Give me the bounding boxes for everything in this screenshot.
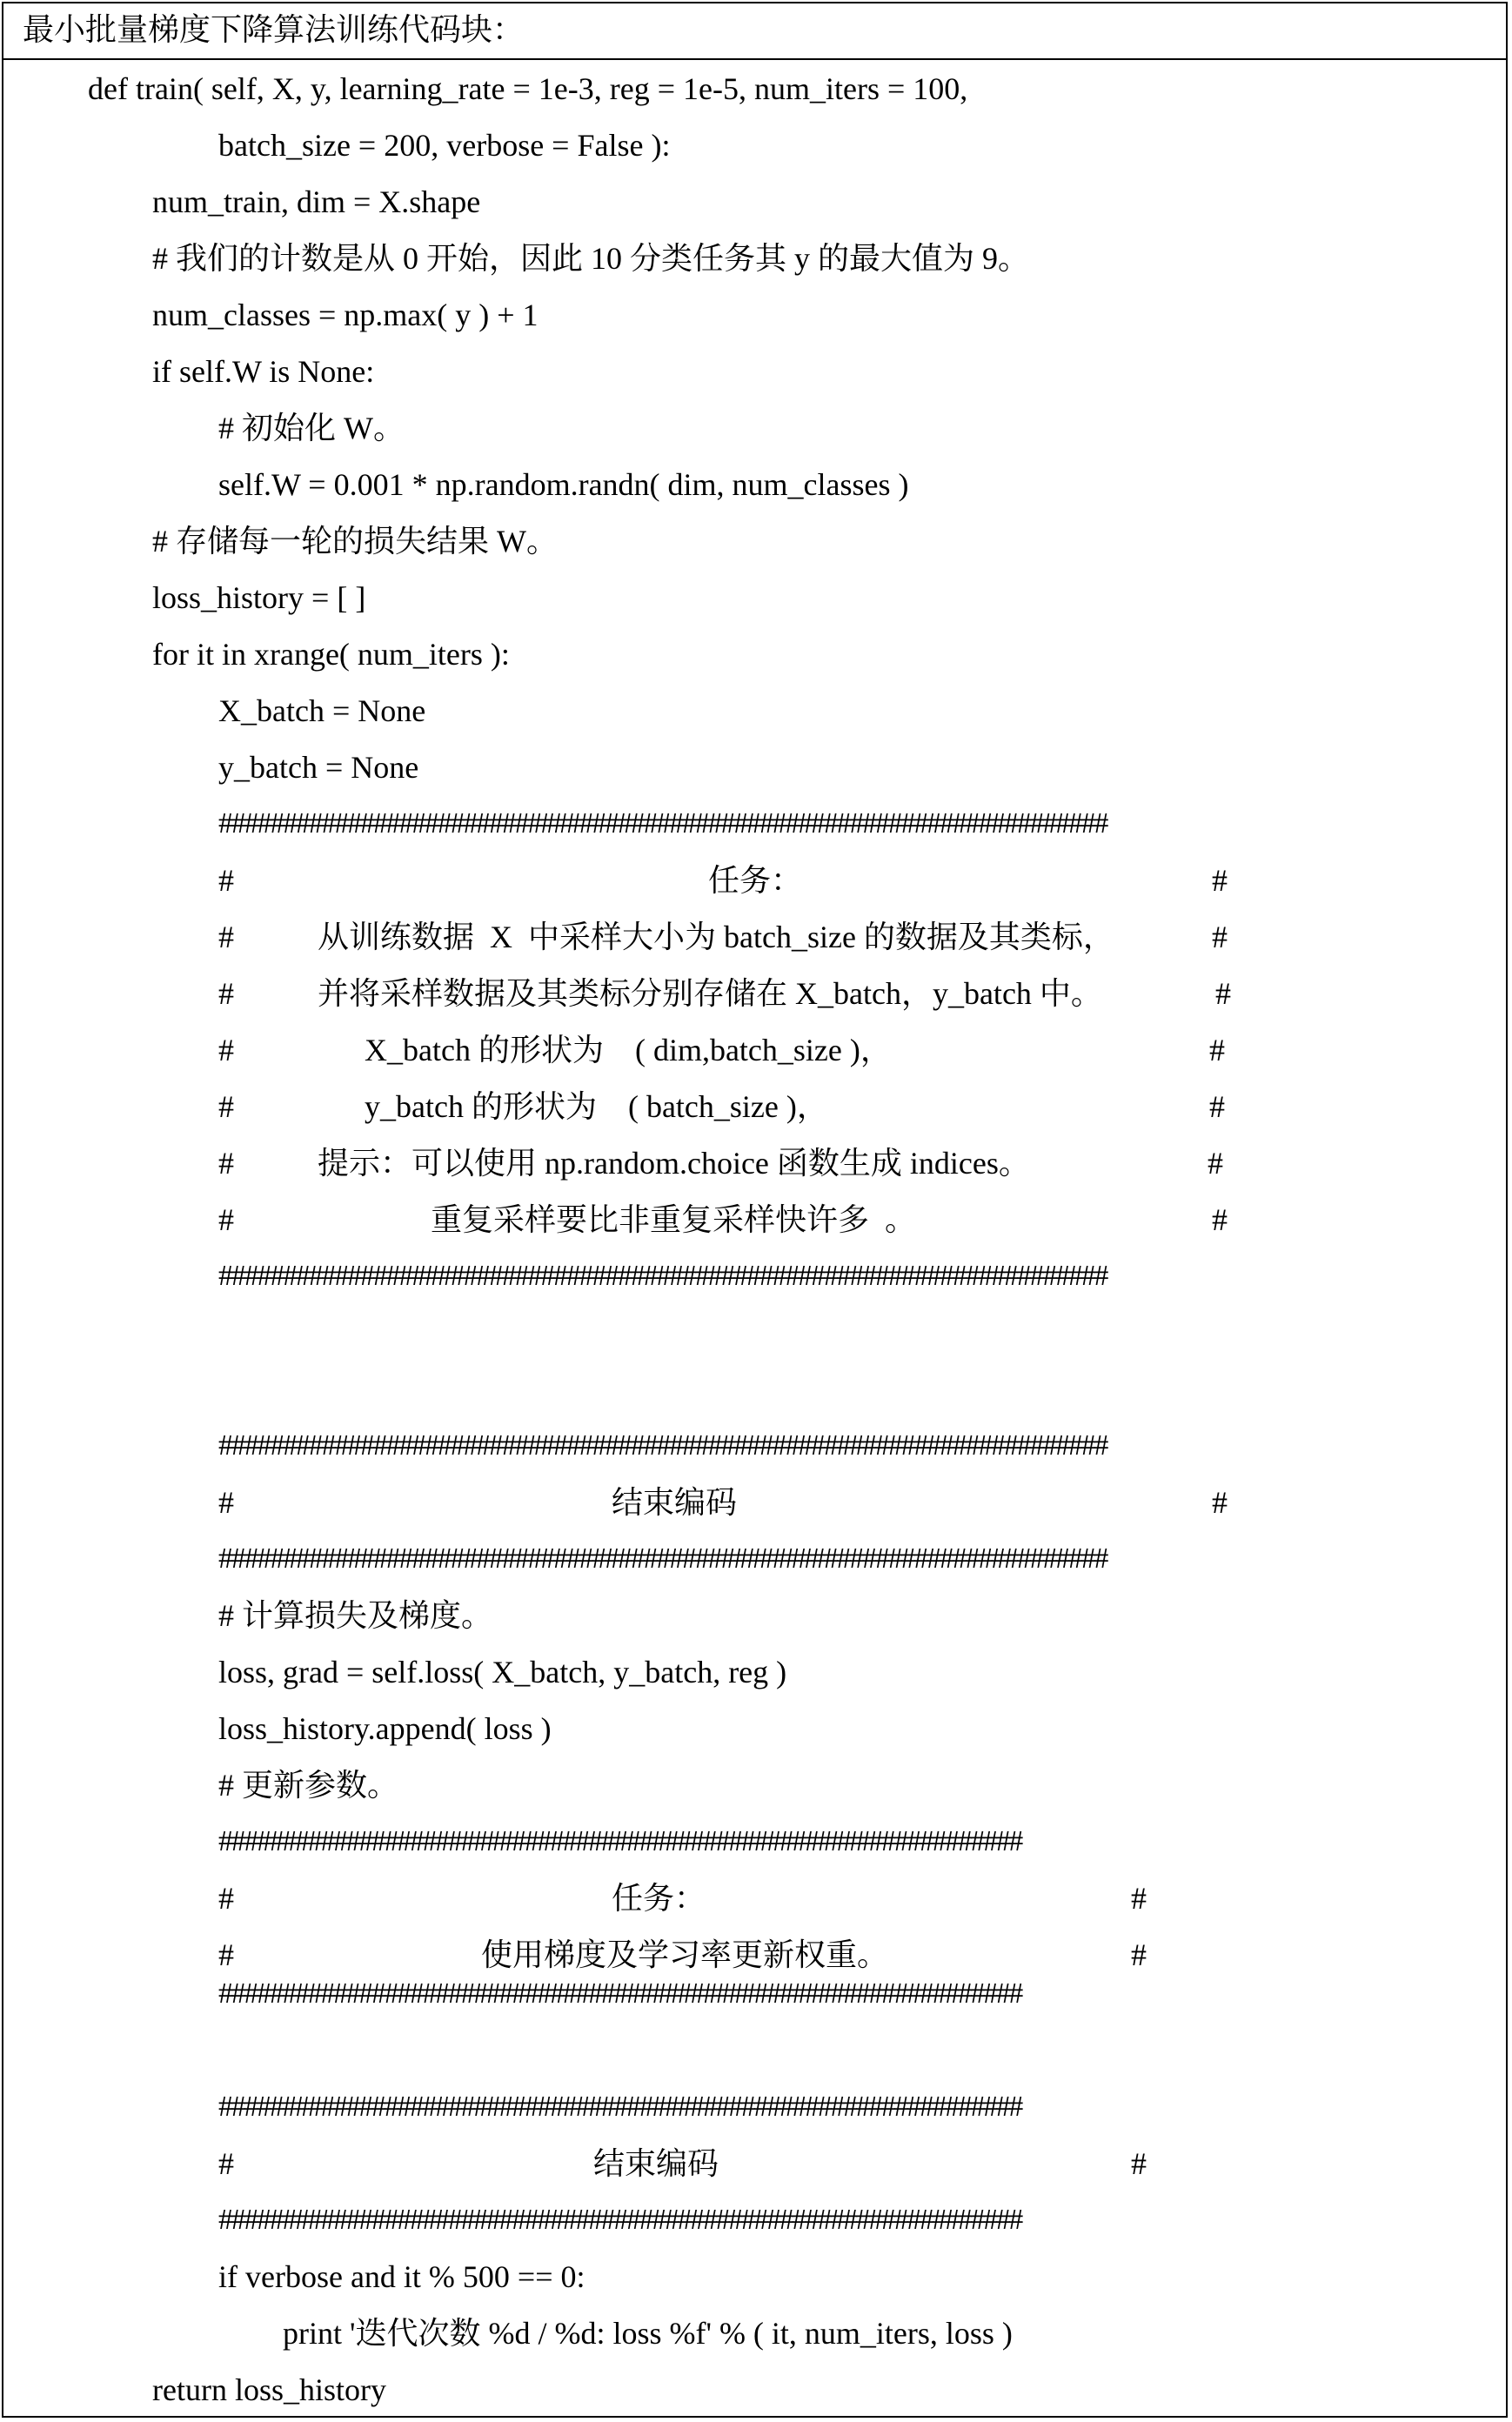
hash-mark: # xyxy=(218,1089,234,1124)
end-block-1-title: 结束编码 xyxy=(612,1485,738,1520)
hash-mark: # xyxy=(218,1033,234,1067)
hash-mark: # xyxy=(1131,2146,1147,2181)
task-1-line: 并将采样数据及其类标分别存储在 X_batch，y_batch 中。 xyxy=(318,976,1102,1011)
hash-mark: # xyxy=(1209,1089,1225,1124)
hash-mark: # xyxy=(1212,863,1228,898)
hash-mark: # xyxy=(1212,1485,1228,1520)
hash-rule: ##################################################################### xyxy=(218,1429,1107,1462)
task-1-title: 任务： xyxy=(708,863,803,898)
hash-mark: # xyxy=(218,1881,234,1916)
student-code-area xyxy=(26,1322,1418,1357)
task-2-line: 使用梯度及学习率更新权重。 xyxy=(481,1937,889,1972)
append-loss-line: loss_history.append( loss ) xyxy=(218,1711,552,1746)
task-1-line: X_batch 的形状为 ( dim,batch_size )， xyxy=(365,1033,892,1067)
hash-mark: # xyxy=(1212,1202,1228,1237)
def-line-2: batch_size = 200, verbose = False ): xyxy=(218,128,671,163)
hash-mark: # xyxy=(1215,976,1231,1011)
for-loop-line: for it in xrange( num_iters ): xyxy=(152,637,510,672)
hash-mark: # xyxy=(1131,1937,1147,1972)
def-line-1: def train( self, X, y, learning_rate = 1e-3, reg = 1e-5, num_iters = 100, xyxy=(88,71,968,106)
hash-mark: # xyxy=(218,1937,234,1972)
student-code-area xyxy=(26,2027,1418,2062)
end-block-2-title: 结束编码 xyxy=(593,2146,719,2181)
return-line: return loss_history xyxy=(152,2372,386,2407)
task-1-line: 从训练数据 X 中采样大小为 batch_size 的数据及其类标， xyxy=(318,920,1114,954)
task-2-title: 任务： xyxy=(612,1881,706,1916)
task-1-line: 重复采样要比非重复采样快许多 。 xyxy=(431,1202,917,1237)
hash-mark: # xyxy=(218,976,234,1011)
hash-rule: ##################################################################### xyxy=(218,807,1107,840)
hash-mark: # xyxy=(1212,920,1228,954)
comment-count: # 我们的计数是从 0 开始，因此 10 分类任务其 y 的最大值为 9。 xyxy=(152,241,1030,276)
hash-mark: # xyxy=(218,920,234,954)
task-1-line: y_batch 的形状为 ( batch_size )， xyxy=(365,1089,828,1124)
init-w-line: self.W = 0.001 * np.random.randn( dim, num_classes ) xyxy=(218,467,909,502)
hash-rule: ##################################################################### xyxy=(218,1260,1107,1292)
cell-title: 最小批量梯度下降算法训练代码块： xyxy=(23,12,525,47)
comment-store: # 存储每一轮的损失结果 W。 xyxy=(152,524,558,559)
comment-init: # 初始化 W。 xyxy=(218,411,405,445)
hash-rule: ##################################################################### xyxy=(218,1542,1107,1575)
hash-mark: # xyxy=(218,1202,234,1237)
shape-line: num_train, dim = X.shape xyxy=(152,184,481,219)
hash-rule: ############################################################### xyxy=(218,2091,1021,2123)
loss-grad-line: loss, grad = self.loss( X_batch, y_batch, reg ) xyxy=(218,1655,787,1689)
x-batch-none: X_batch = None xyxy=(218,693,426,728)
comment-update: # 更新参数。 xyxy=(218,1768,399,1803)
if-verbose-line: if verbose and it % 500 == 0: xyxy=(218,2259,585,2294)
num-classes-line: num_classes = np.max( y ) + 1 xyxy=(152,298,539,332)
hash-rule: ############################################################### xyxy=(218,2204,1021,2236)
hash-mark: # xyxy=(1131,1881,1147,1916)
print-line: print '迭代次数 %d / %d: loss %f' % ( it, num_iters, loss ) xyxy=(283,2316,1013,2351)
loss-history-init: loss_history = [ ] xyxy=(152,580,366,615)
task-1-line: 提示：可以使用 np.random.choice 函数生成 indices。 xyxy=(318,1146,1030,1181)
hash-mark: # xyxy=(1209,1033,1225,1067)
hash-mark: # xyxy=(218,1146,234,1181)
hash-rule: ############################################################### xyxy=(218,1977,1021,2010)
hash-mark: # xyxy=(218,863,234,898)
hash-mark: # xyxy=(218,2146,234,2181)
hash-mark: # xyxy=(1208,1146,1223,1181)
y-batch-none: y_batch = None xyxy=(218,750,419,785)
if-w-none-line: if self.W is None: xyxy=(152,354,375,389)
hash-rule: ############################################################### xyxy=(218,1825,1021,1857)
comment-compute: # 计算损失及梯度。 xyxy=(218,1598,493,1633)
title-divider xyxy=(2,58,1508,60)
hash-mark: # xyxy=(218,1485,234,1520)
